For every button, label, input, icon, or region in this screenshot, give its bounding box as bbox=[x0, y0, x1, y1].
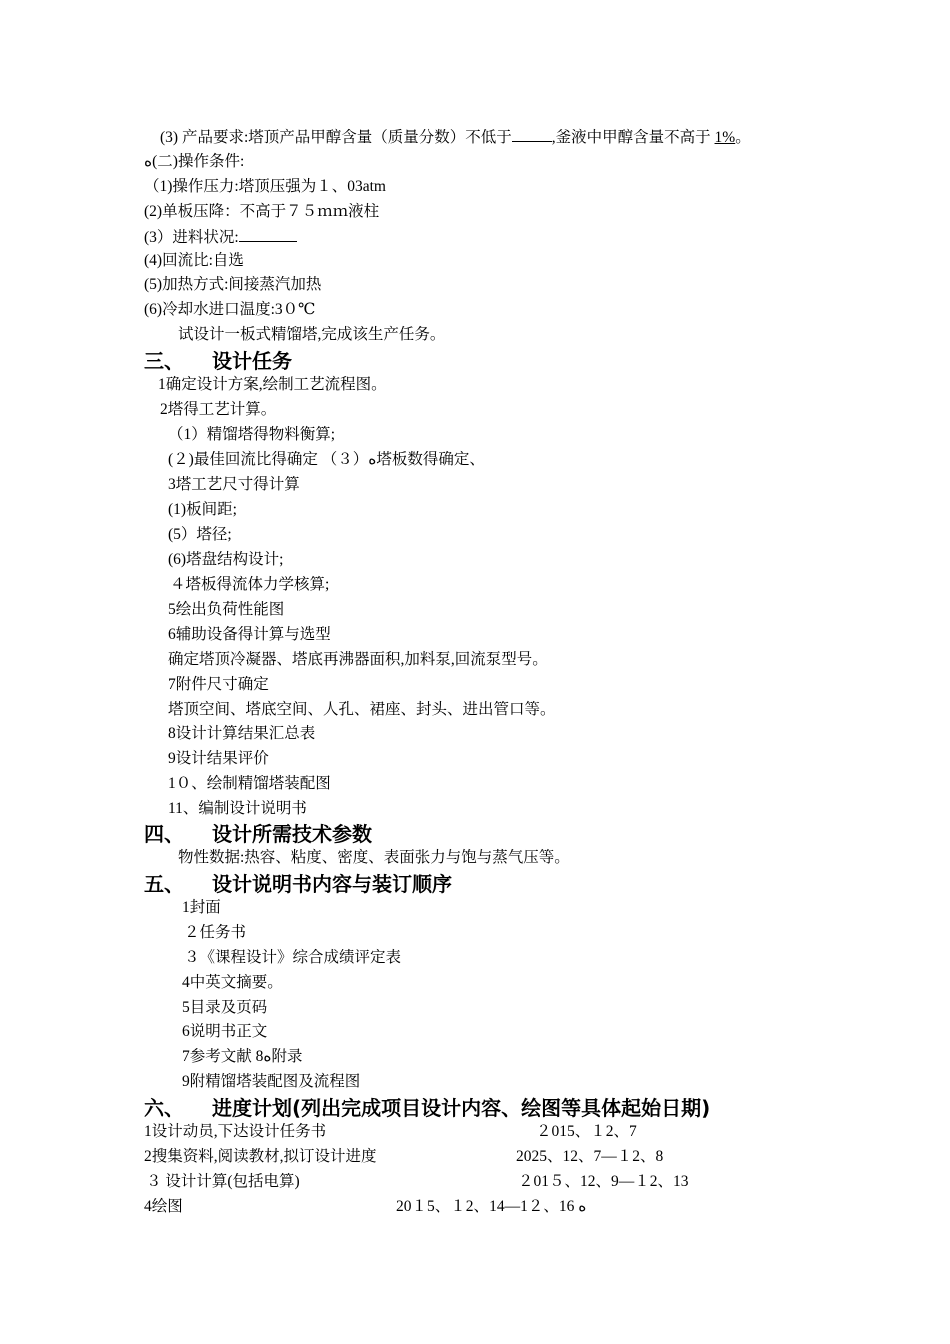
schedule-date: ２01５、12、9—１2、13 bbox=[518, 1173, 689, 1190]
schedule-date: 2025、12、7—１2、8 bbox=[516, 1148, 664, 1165]
blank-underline bbox=[239, 227, 297, 242]
list-item: 3塔工艺尺寸得计算 bbox=[168, 476, 300, 493]
list-item: (1)板间距; bbox=[168, 501, 237, 518]
section-number: 三、 bbox=[144, 349, 184, 373]
list-item: 4中英文摘要。 bbox=[182, 974, 283, 991]
section-heading-schedule bbox=[144, 1096, 710, 1120]
condition-item-feed bbox=[144, 227, 297, 248]
list-item: ４塔板得流体力学核算; bbox=[170, 576, 330, 593]
list-item: 5目录及页码 bbox=[182, 999, 268, 1016]
condition-item: (5)加热方式:间接蒸汽加热 bbox=[144, 276, 322, 293]
section-title: 设计所需技术参数 bbox=[212, 822, 372, 846]
blank-underline bbox=[512, 127, 552, 142]
list-item: 9设计结果评价 bbox=[168, 750, 269, 767]
list-item: 1封面 bbox=[182, 899, 221, 916]
list-item: 7附件尺寸确定 bbox=[168, 676, 269, 693]
conditions-instruction: 试设计一板式精馏塔,完成该生产任务。 bbox=[178, 326, 446, 343]
section-title: 设计说明书内容与装订顺序 bbox=[212, 872, 452, 896]
list-item: 9附精馏塔装配图及流程图 bbox=[182, 1073, 361, 1090]
schedule-task: 1设计动员,下达设计任务书 bbox=[144, 1123, 327, 1140]
list-item: ３《课程设计》综合成绩评定表 bbox=[184, 949, 402, 966]
section-number: 四、 bbox=[144, 822, 184, 846]
condition-item: (2)单板压降：不高于７５ｍｍ液柱 bbox=[144, 203, 380, 220]
list-item: 6辅助设备得计算与选型 bbox=[168, 626, 331, 643]
schedule-date: ﻩ 16、1２—14、１2、20１5 bbox=[396, 1198, 587, 1215]
list-item: 7参考文献 8ﻩ附录 bbox=[182, 1048, 303, 1065]
list-item: 塔顶空间、塔底空间、人孔、裙座、封头、进出管口等。 bbox=[168, 701, 556, 718]
schedule-task: ３ 设计计算(包括电算) bbox=[146, 1173, 300, 1190]
condition-item: (6)冷却水进口温度:3０℃ bbox=[144, 301, 316, 318]
schedule-task: 2搜集资料,阅读教材,拟订设计进度 bbox=[144, 1148, 377, 1165]
product-requirement-mid: ,釜液中甲醇含量不高于 bbox=[551, 129, 715, 146]
condition-item: (4)回流比:自选 bbox=[144, 252, 244, 269]
list-item: (２)最佳回流比得确定 （３）ﻩ塔板数得确定、 bbox=[168, 451, 485, 468]
section-title: 设计任务 bbox=[212, 349, 292, 373]
product-requirement-end: 。 bbox=[735, 129, 751, 146]
product-requirement-value: 1% bbox=[714, 129, 736, 146]
section-number: 六、 bbox=[144, 1096, 184, 1120]
list-item: 1确定设计方案,绘制工艺流程图。 bbox=[158, 376, 387, 393]
list-item: 5绘出负荷性能图 bbox=[168, 601, 285, 618]
section-heading-design-tasks bbox=[144, 349, 292, 373]
list-item: 1０、绘制精馏塔装配图 bbox=[168, 775, 331, 792]
conditions-title: ﻩ(二)操作条件: bbox=[144, 153, 245, 170]
section-text: 物性数据:热容、粘度、密度、表面张力与饱与蒸气压等。 bbox=[178, 849, 570, 866]
list-item: (5）塔径; bbox=[168, 526, 232, 543]
schedule-date: ２015、１2、7 bbox=[536, 1123, 637, 1140]
section-number: 五、 bbox=[144, 872, 184, 896]
list-item: ２任务书 bbox=[184, 924, 247, 941]
list-item: （1）精馏塔得物料衡算; bbox=[168, 426, 336, 443]
list-item: 2塔得工艺计算。 bbox=[160, 401, 277, 418]
section-heading-report-contents bbox=[144, 872, 452, 896]
list-item: 11、编制设计说明书 bbox=[168, 800, 307, 817]
section-heading-technical-parameters bbox=[144, 822, 372, 846]
schedule-task: 4绘图 bbox=[144, 1198, 183, 1215]
section-title: 进度计划(列出完成项目设计内容、绘图等具体起始日期) bbox=[212, 1096, 711, 1120]
product-requirement-prefix: (3) 产品要求:塔顶产品甲醇含量（质量分数）不低于 bbox=[160, 129, 512, 146]
list-item: (6)塔盘结构设计; bbox=[168, 551, 284, 568]
list-item: 6说明书正文 bbox=[182, 1023, 268, 1040]
condition-item: （1)操作压力:塔顶压强为１、03atm bbox=[144, 178, 386, 195]
condition-item-feed-label: (3）进料状况: bbox=[144, 229, 239, 246]
list-item: 确定塔顶冷凝器、塔底再沸器面积,加料泵,回流泵型号。 bbox=[168, 651, 548, 668]
product-requirement-line bbox=[160, 127, 751, 148]
list-item: 8设计计算结果汇总表 bbox=[168, 725, 316, 742]
